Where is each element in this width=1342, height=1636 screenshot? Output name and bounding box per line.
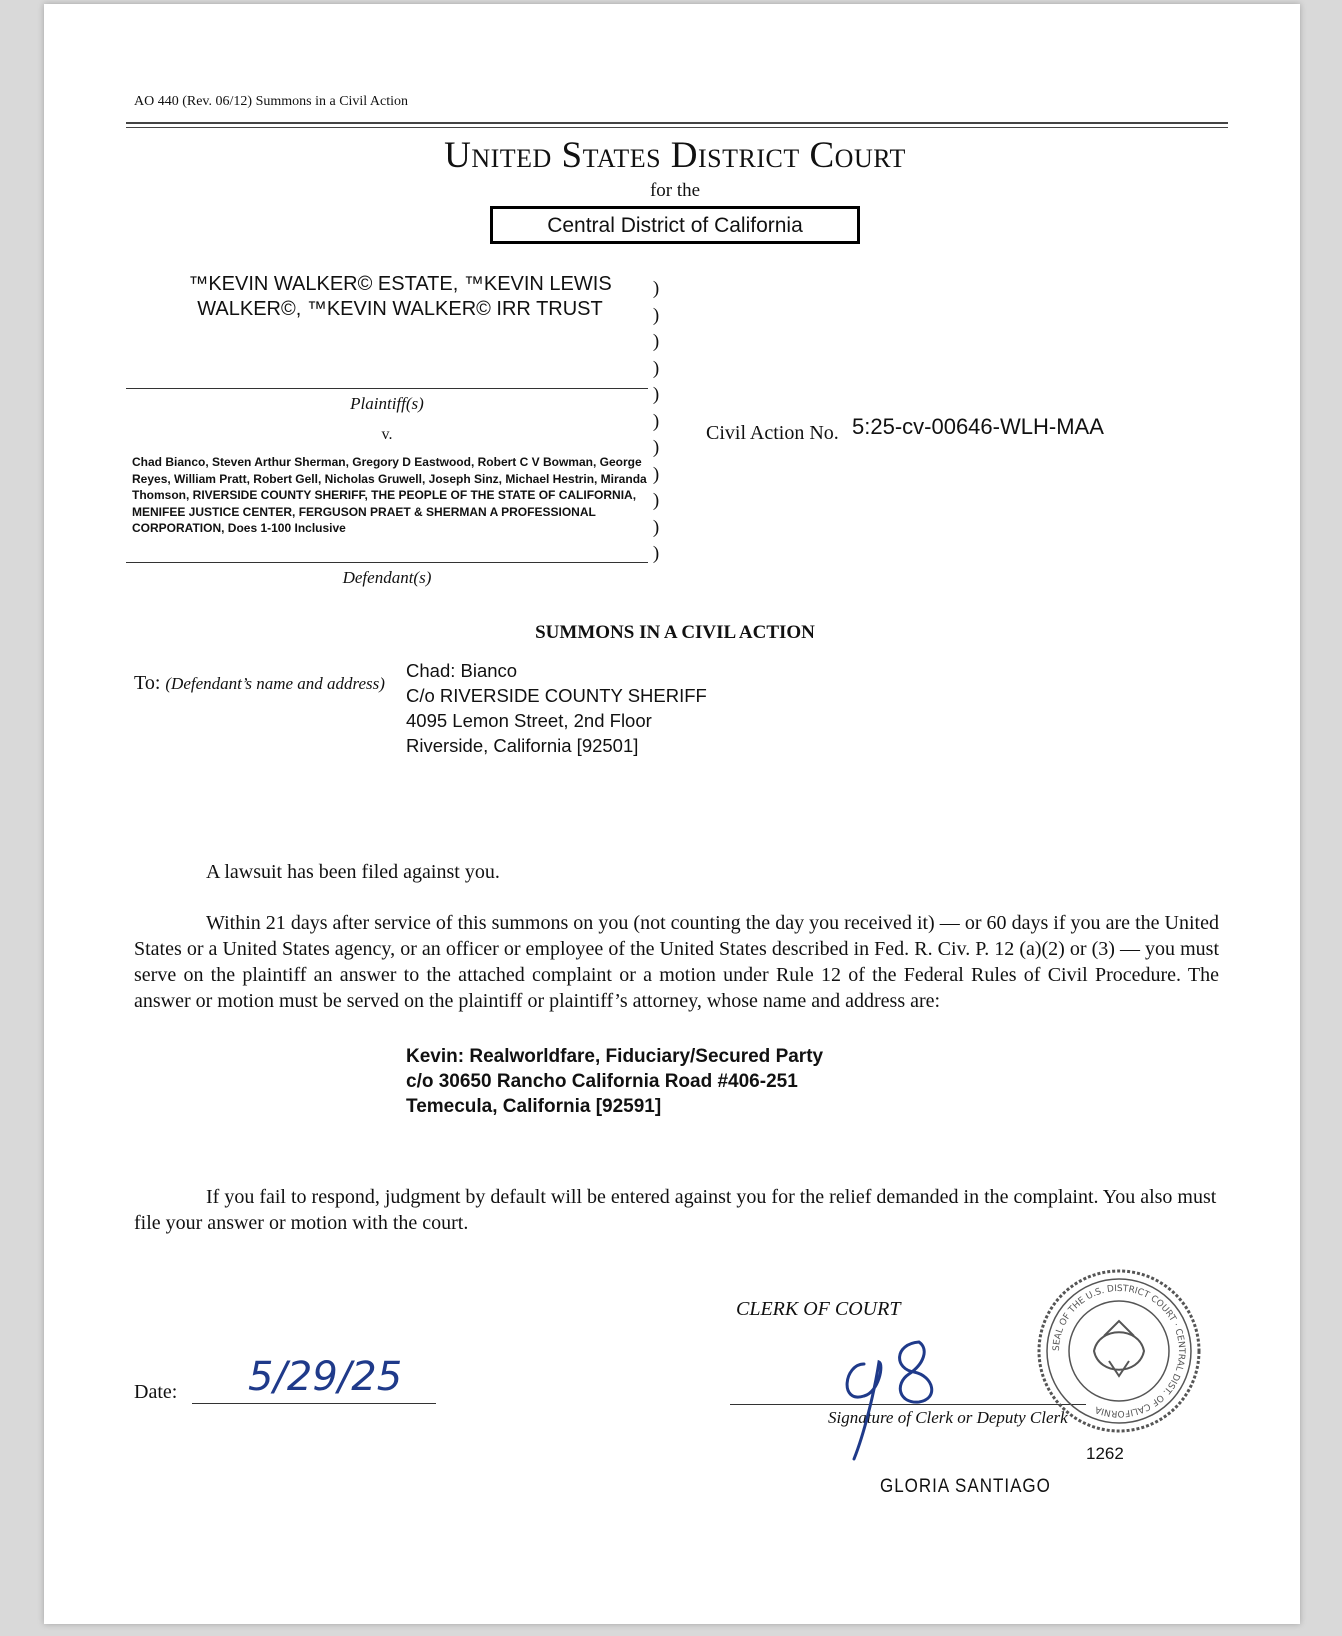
- civil-action-number: 5:25-cv-00646-WLH-MAA: [852, 414, 1104, 439]
- response-instructions: Within 21 days after service of this summons on you (not counting the day you received it) — or 60 days if you are the United States or a United States agency, or an officer or employee of the United States described in Fed. R. Civ. P. 12 (a)(2) or (3) — you must serve on the plaintiff an answer to the attached complaint or a motion under Rule 12 of the Federal Rules of Civil Procedure. The answer or motion must be served on the plaintiff or plaintiff’s attorney, whose name and address are:: [134, 912, 1219, 1012]
- plaintiff-line: [126, 388, 648, 389]
- plaintiffs-names: ™KEVIN WALKER© ESTATE, ™KEVIN LEWIS WALKER©, ™KEVIN WALKER© IRR TRUST: [188, 273, 612, 320]
- date-label: Date:: [134, 1381, 178, 1403]
- to-text: To:: [134, 672, 161, 694]
- defendant-address: [406, 658, 707, 758]
- plaintiff-label: Plaintiff(s): [350, 394, 424, 413]
- attorney-line: c/o 30650 Rancho California Road #406-251: [406, 1071, 798, 1092]
- header-rule-thin: [126, 127, 1228, 128]
- clerk-of-court-label: CLERK OF COURT: [736, 1298, 901, 1320]
- deputy-clerk-name: GLORIA SANTIAGO: [880, 1474, 1051, 1497]
- handwritten-date-text: 5/29/25: [248, 1354, 403, 1400]
- for-the-text: for the: [649, 180, 701, 201]
- seal-text: SEAL OF THE U.S. DISTRICT COURT · CENTRAL DIST. OF CALIFORNIA: [1051, 1283, 1187, 1419]
- plaintiff-address: [406, 1044, 823, 1119]
- attorney-line: Kevin: Realworldfare, Fiduciary/Secured Party: [406, 1046, 824, 1067]
- clerk-signature: [824, 1334, 954, 1464]
- civil-action-label: Civil Action No.: [706, 422, 839, 444]
- to-label: [134, 672, 385, 695]
- attorney-line: Temecula, California [92591]: [406, 1096, 662, 1117]
- lawsuit-notice: A lawsuit has been filed against you.: [206, 861, 500, 883]
- court-seal: [1034, 1266, 1204, 1436]
- defendant-label: Defendant(s): [342, 568, 432, 587]
- default-warning: If you fail to respond, judgment by default will be entered against you for the relief demanded in the complaint. You also must file your answer or motion with the court.: [134, 1186, 1217, 1234]
- signature-label: Signature of Clerk or Deputy Clerk: [828, 1408, 1068, 1427]
- header-rule: [126, 122, 1228, 124]
- address-line: Riverside, California [92501]: [406, 735, 639, 756]
- summons-title: SUMMONS IN A CIVIL ACTION: [535, 622, 815, 643]
- caption-parentheses: ) ) ) ) ) ) ) ) ) ) ): [652, 278, 660, 564]
- document-page: [44, 4, 1300, 1624]
- to-sublabel: (Defendant’s name and address): [165, 674, 385, 693]
- form-identifier: AO 440 (Rev. 06/12) Summons in a Civil Action: [134, 94, 409, 109]
- handwritten-date: [244, 1344, 414, 1404]
- address-line: Chad: Bianco: [406, 660, 518, 681]
- court-title: United States District Court: [444, 135, 906, 176]
- defendants-names: Chad Bianco, Steven Arthur Sherman, Gregory D Eastwood, Robert C V Bowman, George Reyes, William Pratt, Robert Gell, Nicholas Gruwell, Joseph Sinz, Michael Hestrin, Miranda Thomson, RIVERSIDE COUNTY SHERIFF, THE PEOPLE OF THE STATE OF CALIFORNIA, MENIFEE JUSTICE CENTER, FERGUSON PRAET & SHERMAN A PROFESSIONAL CORPORATION, Does 1-100 Inclusive: [132, 455, 647, 535]
- seal-number: 1262: [1086, 1444, 1124, 1463]
- defendant-line: [126, 562, 648, 563]
- address-line: C/o RIVERSIDE COUNTY SHERIFF: [406, 685, 707, 706]
- address-line: 4095 Lemon Street, 2nd Floor: [406, 710, 652, 731]
- district-box: Central District of California: [490, 206, 860, 244]
- versus-text: v.: [381, 426, 393, 443]
